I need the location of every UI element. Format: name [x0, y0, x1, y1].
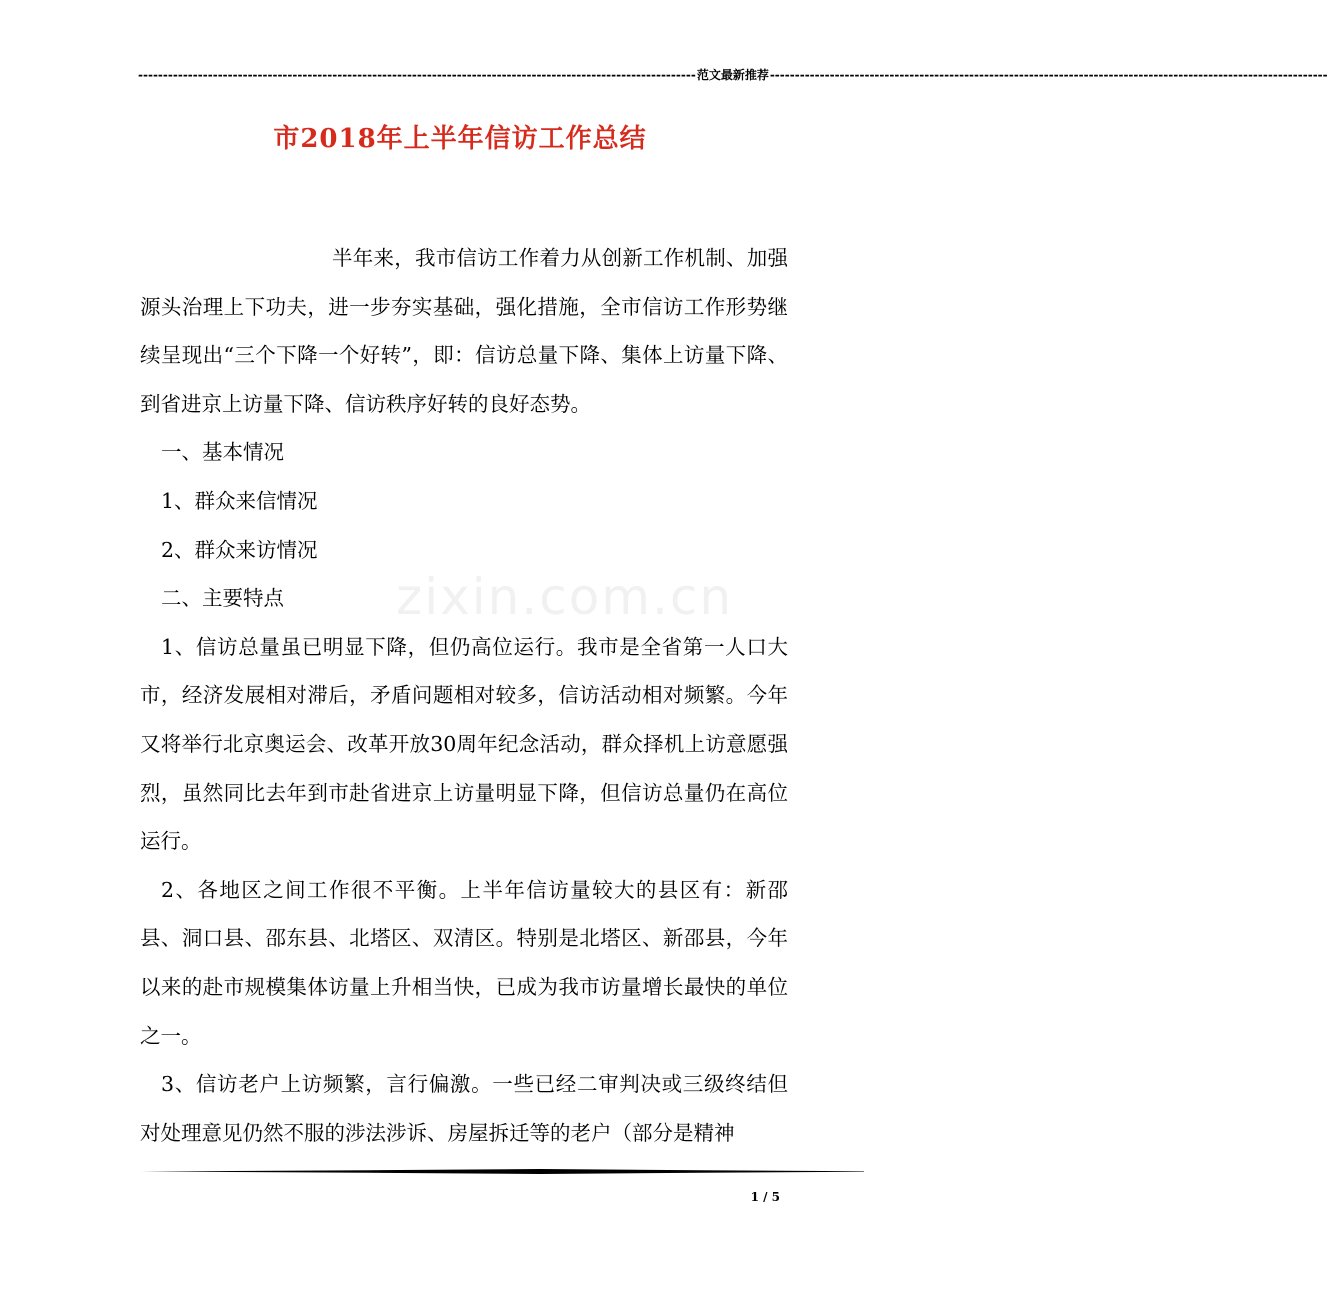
document-body	[140, 234, 788, 1157]
heading-main-features: 二、主要特点	[161, 586, 284, 611]
paragraph-feature-3: 3、信访老户上访频繁，言行偏激。一些已经二审判决或三级终结但对处理意见仍然不服的涉法涉诉、房屋拆迁等的老户（部分是精神	[140, 1072, 788, 1145]
heading-letters: 1、群众来信情况	[161, 488, 318, 513]
heading-visits: 2、群众来访情况	[161, 537, 318, 562]
header-label: 范文最新推荐	[696, 68, 769, 82]
heading-basic-situation: 一、基本情况	[161, 440, 284, 465]
paragraph-feature-2: 2、各地区之间工作很不平衡。上半年信访量较大的县区有：新邵县、洞口县、邵东县、北塔区、双清区。特别是北塔区、新邵县，今年以来的赴市规模集体访量上升相当快，已成为我市访量增长最快的单位之一。	[140, 877, 788, 1048]
page-number: 1 / 5	[750, 1190, 780, 1204]
paragraph-feature-1: 1、信访总量虽已明显下降，但仍高位运行。我市是全省第一人口大市，经济发展相对滞后，矛盾问题相对较多，信访活动相对频繁。今年又将举行北京奥运会、改革开放30周年纪念活动，群众择机上访意愿强烈，虽然同比去年到市赴省进京上访量明显下降，但信访总量仍在高位运行。	[140, 634, 788, 854]
header-left-dashes: ----------------------------------------------------------------------------------------------------------------	[138, 67, 696, 82]
document-title: 市2018年上半年信访工作总结	[273, 124, 647, 154]
header-right-dashes: ----------------------------------------------------------------------------------------------------------------	[769, 67, 1328, 82]
footer-rule	[140, 1169, 864, 1174]
page-header	[138, 66, 1328, 83]
watermark: zixin.com.cn	[396, 568, 734, 626]
paragraph-intro: 半年来，我市信访工作着力从创新工作机制、加强源头治理上下功夫，进一步夯实基础，强化措施，全市信访工作形势继续呈现出“三个下降一个好转”，即：信访总量下降、集体上访量下降、到省进京上访量下降、信访秩序好转的良好态势。	[140, 246, 788, 416]
